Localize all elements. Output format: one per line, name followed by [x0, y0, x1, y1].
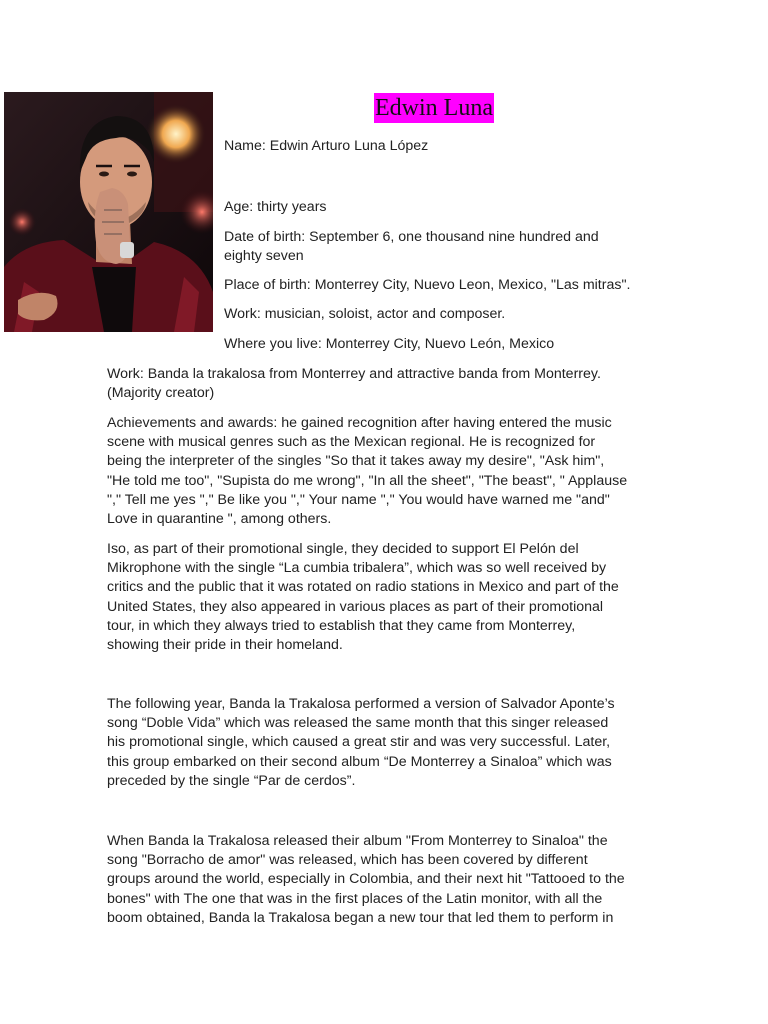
paragraph-work: Work: Banda la trakalosa from Monterrey and attractive banda from Monterrey. (Majority creator) [107, 366, 601, 402]
profile-date-of-birth: Date of birth: September 6, one thousand nine hundred and eighty seven [224, 229, 599, 265]
page-title: Edwin Luna [375, 95, 493, 121]
paragraph-following-year: The following year, Banda la Trakalosa performed a version of Salvador Aponte’s song “Doble Vida” which was released the same month that this singer released his promotional single, which caused a great stir and was very successful. Later, this group embarked on their second album “De Monterrey a Sinaloa” which was preceded by the single “Par de cerdos”. [107, 696, 615, 789]
profile-place-of-birth: Place of birth: Monterrey City, Nuevo Leon, Mexico, "Las mitras". [224, 277, 631, 293]
paragraph-promotional: Iso, as part of their promotional single, they decided to support El Pelón del Mikrophone with the single “La cumbia tribalera”, which was so well received by critics and the public that it was rotated on radio stations in Mexico and part of the United States, they also appeared in various places as part of their promotional tour, in which they always tried to establish that they came from Monterrey, showing their pride in their homeland. [107, 541, 619, 654]
profile-age: Age: thirty years [224, 199, 327, 215]
profile-name: Name: Edwin Arturo Luna López [224, 138, 429, 154]
paragraph-achievements: Achievements and awards: he gained recognition after having entered the music scene with musical genres such as the Mexican regional. He is recognized for being the interpreter of the singles "So that it takes away my desire", "Ask him", "He told me too", "Supista do me wrong", "In all the sheet", "The beast", " Applause "," Tell me yes "," Be like you "," Your name "," You would have warned me "and" Love in quarantine ", among others. [107, 415, 628, 528]
paragraph-album: When Banda la Trakalosa released their album "From Monterrey to Sinaloa" the song "Borracho de amor" was released, which has been covered by different groups around the world, especially in Colombia, and their next hit "Tattooed to the bones" with The one that was in the first places of the Latin monitor, with all the boom obtained, Banda la Trakalosa began a new tour that led them to perform in [107, 833, 625, 926]
profile-residence: Where you live: Monterrey City, Nuevo León, Mexico [224, 336, 555, 352]
portrait-illustration [4, 92, 213, 332]
portrait-photo [4, 92, 213, 332]
profile-work: Work: musician, soloist, actor and composer. [224, 306, 506, 322]
